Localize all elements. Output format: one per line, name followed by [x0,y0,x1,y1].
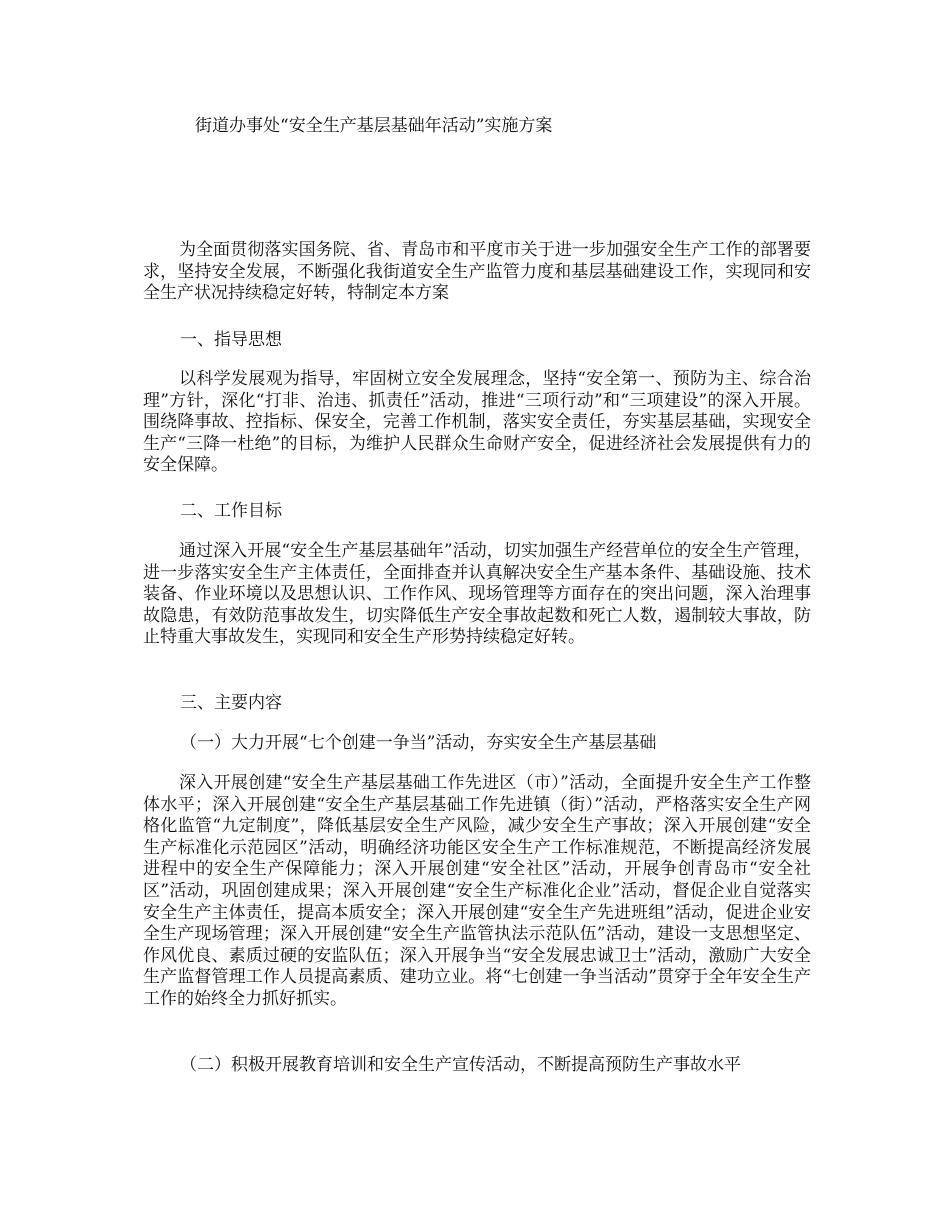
subsection-body-1: 深入开展创建“安全生产基层基础工作先进区（市）”活动，全面提升安全生产工作整体水平；深入开展创建“安全生产基层基础工作先进镇（街）”活动，严格落实安全生产网格化监管“九定制度”，降低基层安全生产风险，减少安全生产事故；深入开展创建“安全生产标准化示范园区”活动，明确经济功能区安全生产工作标准规范，不断提高经济发展进程中的安全生产保障能力；深入开展创建“安全社区”活动，开展争创青岛市“安全社区”活动，巩固创建成果；深入开展创建“安全生产标准化企业”活动，督促企业自觉落实安全生产主体责任，提高本质安全；深入开展创建“安全生产先进班组”活动，促进企业安全生产现场管理；深入开展创建“安全生产监管执法示范队伍”活动，建设一支思想坚定、作风优良、素质过硬的安监队伍；深入开展争当“安全发展忠诚卫士”活动，激励广大安全生产监督管理工作人员提高素质、建功立业。将“七创建一争当活动”贯穿于全年安全生产工作的始终全力抓好抓实。 [143,773,811,1009]
section-heading-work-goals: 二、工作目标 [180,501,282,521]
section-body-work-goals: 通过深入开展“安全生产基层基础年”活动，切实加强生产经营单位的安全生产管理，进一步落实安全生产主体责任，全面排查并认真解决安全生产基本条件、基础设施、技术装备、作业环境以及思想认识、工作作风、现场管理等方面存在的突出问题，深入治理事故隐患，有效防范事故发生，切实降低生产安全事故起数和死亡人数，遏制较大事故，防止特重大事故发生，实现同和安全生产形势持续稳定好转。 [143,541,811,648]
subsection-heading-2: （二）积极开展教育培训和安全生产宣传活动，不断提高预防生产事故水平 [180,1055,741,1075]
section-heading-guiding-thought: 一、指导思想 [180,330,282,350]
section-body-guiding-thought: 以科学发展观为指导，牢固树立安全发展理念，坚持“安全第一、预防为主、综合治理”方针，深化“打非、治违、抓责任”活动，推进“三项行动”和“三项建设”的深入开展。围绕降事故、控指标、保安全，完善工作机制，落实安全责任，夯实基层基础，实现安全生产“三降一杜绝”的目标，为维护人民群众生命财产安全，促进经济社会发展提供有力的安全保障。 [143,369,811,476]
section-heading-main-content: 三、主要内容 [180,693,282,713]
document-title: 街道办事处“安全生产基层基础年活动”实施方案 [195,116,553,136]
subsection-heading-1: （一）大力开展“七个创建一争当”活动，夯实安全生产基层基础 [180,733,657,753]
intro-paragraph: 为全面贯彻落实国务院、省、青岛市和平度市关于进一步加强安全生产工作的部署要求，坚持安全发展，不断强化我街道安全生产监管力度和基层基础建设工作，实现同和安全生产状况持续稳定好转，特制定本方案 [143,240,811,304]
